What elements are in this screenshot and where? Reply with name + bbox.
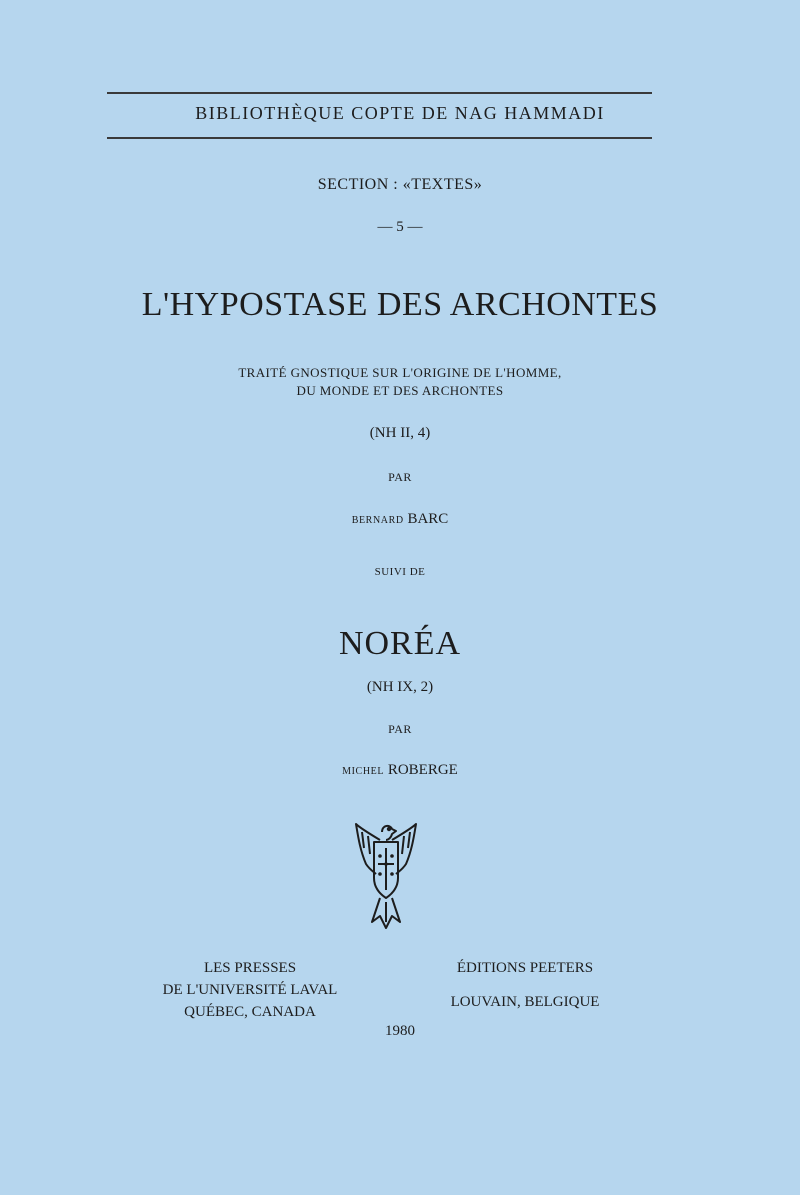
subtitle-line-2: DU MONDE ET DES ARCHONTES [296,383,504,398]
publisher-right-line: LOUVAIN, BELGIQUE [450,994,600,1010]
volume-number: — 5 — [377,219,423,235]
by-label-2: PAR [388,722,412,736]
publisher-left-line: QUÉBEC, CANADA [184,1004,316,1020]
by-label-1: PAR [388,470,412,484]
bottom-rule [107,137,652,139]
section-label: SECTION : «TEXTES» [317,176,483,193]
publisher-left-line: LES PRESSES [203,960,297,976]
author-1-first-name: BERNARD [351,515,404,526]
author-2-first-name: MICHEL [342,766,385,777]
second-title: NORÉA [338,625,462,662]
publisher-left-line: DE L'UNIVERSITÉ LAVAL [162,982,338,998]
author-2-last-name: ROBERGE [387,762,458,778]
series-title: BIBLIOTHÈQUE COPTE DE NAG HAMMADI [195,103,605,123]
reference-1: (NH II, 4) [369,425,431,441]
publication-year: 1980 [385,1023,415,1039]
publisher-right [410,957,640,1013]
publisher-left [120,957,380,1023]
top-rule [107,92,652,94]
followed-by-label: SUIVI DE [374,566,426,578]
eagle-emblem-icon [352,818,420,936]
main-title: L'HYPOSTASE DES ARCHONTES [141,286,659,323]
subtitle-line-1: TRAITÉ GNOSTIQUE SUR L'ORIGINE DE L'HOMME, [238,365,562,380]
reference-2: (NH IX, 2) [366,679,434,695]
author-1-last-name: BARC [407,511,449,527]
author-2 [0,762,800,779]
publisher-right-line: ÉDITIONS PEETERS [456,960,594,976]
author-1 [0,511,800,528]
